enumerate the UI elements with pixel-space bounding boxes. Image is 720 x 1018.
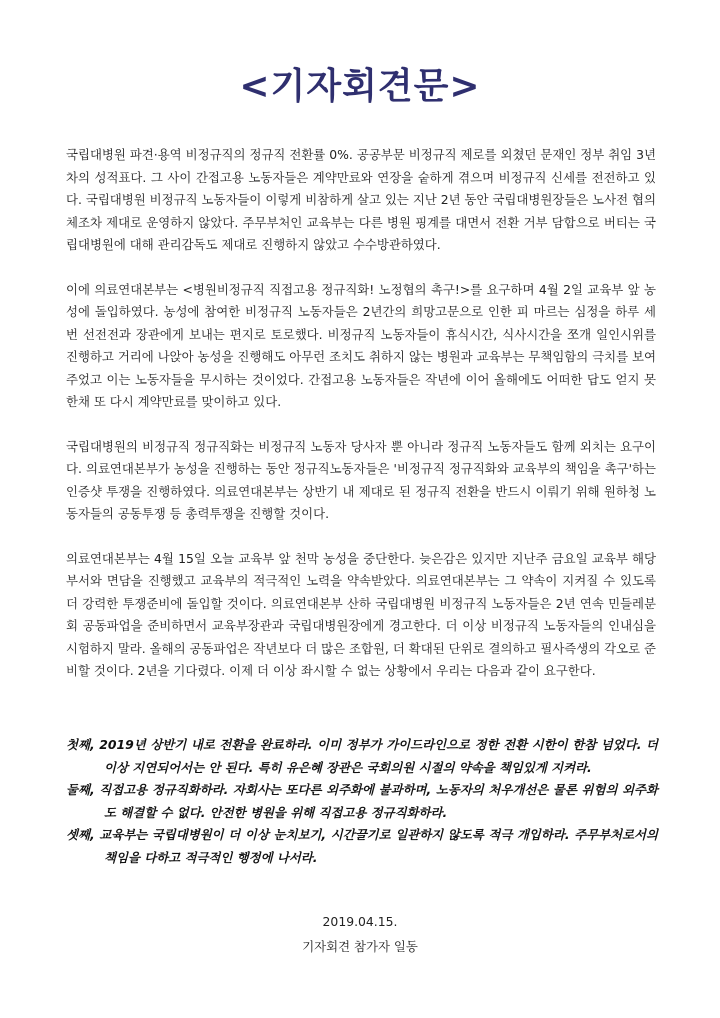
demand-third: 셋째, 교육부는 국립대병원이 더 이상 눈치보기, 시간끌기로 일관하지 않도록 적극 개입하라. 주무부처로서의 책임을 다하고 적극적인 행정에 나서라. bbox=[66, 827, 658, 865]
paragraph-1: 국립대병원 파견·용역 비정규직의 정규직 전환률 0%. 공공부문 비정규직 제로를 외쳤던 문재인 정부 취임 3년차의 성적표다. 그 사이 간접고용 노동자들은 계약만료와 연장을 숱하게 겪으며 비정규직 신세를 전전하고 있다. 국립대병원 비정규직 노동자들이 이렇게 비참하게 살고 있는 지난 2년 동안 국립대병원장들은 노사전 협의체조차 제대로 운영하지 않았다. 주무부처인 교육부는 다른 병원 핑계를 대면서 전환 거부 담합으로 버티는 국립대병원에 대해 관리감독도 제대로 진행하지 않았고 수수방관하였다. bbox=[66, 147, 656, 252]
paragraph-2: 이에 의료연대본부는 <병원비정규직 직접고용 정규직화! 노정협의 촉구!>를 요구하며 4월 2일 교육부 앞 농성에 돌입하였다. 농성에 참여한 비정규직 노동자들은 2년간의 희망고문으로 인한 피 마르는 심정을 하루 세 번 선전전과 장관에게 보내는 편지로 토로했다. 비정규직 노동자들이 휴식시간, 식사시간을 쪼개 일인시위를 진행하고 거리에 나앉아 농성을 진행해도 아무런 조치도 취하지 않는 병원과 교육부는 무책임함의 극치를 보여주었고 이는 노동자들을 무시하는 것이었다. 간접고용 노동자들은 작년에 이어 올해에도 어떠한 답도 얻지 못한채 또 다시 계약만료를 맞이하고 있다. bbox=[66, 281, 656, 409]
demand-second: 둘째, 직접고용 정규직화하라. 자회사는 또다른 외주화에 불과하며, 노동자의 처우개선은 물론 위험의 외주화도 해결할 수 없다. 안전한 병원을 위해 직접고용 정규직화하라. bbox=[66, 782, 658, 820]
paragraph-3: 국립대병원의 비정규직 정규직화는 비정규직 노동자 당사자 뿐 아니라 정규직 노동자들도 함께 외치는 요구이다. 의료연대본부가 농성을 진행하는 동안 정규직노동자들은 '비정규직 정규직화와 교육부의 책임을 촉구'하는 인증샷 투쟁을 진행하였다. 의료연대본부는 상반기 내 제대로 된 정규직 전환을 반드시 이뤄기 위해 원하청 노동자들의 공동투쟁 등 총력투쟁을 진행할 것이다. bbox=[66, 438, 656, 521]
statement-signer: 기자회견 참가자 일동 bbox=[302, 939, 418, 954]
statement-body bbox=[66, 144, 656, 705]
demands-list bbox=[66, 734, 658, 869]
document-title: <기자회견문> bbox=[239, 66, 481, 107]
paragraph-4: 의료연대본부는 4월 15일 오늘 교육부 앞 천막 농성을 중단한다. 늦은감은 있지만 지난주 금요일 교육부 해당부서와 면담을 진행했고 교육부의 적극적인 노력을 약속받았다. 의료연대본부는 그 약속이 지켜질 수 있도록 더 강력한 투쟁준비에 돌입할 것이다. 의료연대본부 산하 국립대병원 비정규직 노동자들은 2년 연속 민들레분회 공동파업을 준비하면서 교육부장관과 국립대병원장에게 경고한다. 더 이상 비정규직 노동자들의 인내심을 시험하지 말라. 올해의 공동파업은 작년보다 더 많은 조합원, 더 확대된 단위로 결의하고 필사즉생의 각오로 준비할 것이다. 2년을 기다렸다. 이제 더 이상 좌시할 수 없는 상황에서 우리는 다음과 같이 요구한다. bbox=[66, 550, 656, 678]
demand-first: 첫째, 2019년 상반기 내로 전환을 완료하라. 이미 정부가 가이드라인으로 정한 전환 시한이 한참 넘었다. 더 이상 지연되어서는 안 된다. 특히 유은혜 장관은 국회의원 시절의 약속을 책임있게 지켜라. bbox=[66, 737, 658, 775]
statement-date: 2019.04.15. bbox=[322, 914, 398, 929]
